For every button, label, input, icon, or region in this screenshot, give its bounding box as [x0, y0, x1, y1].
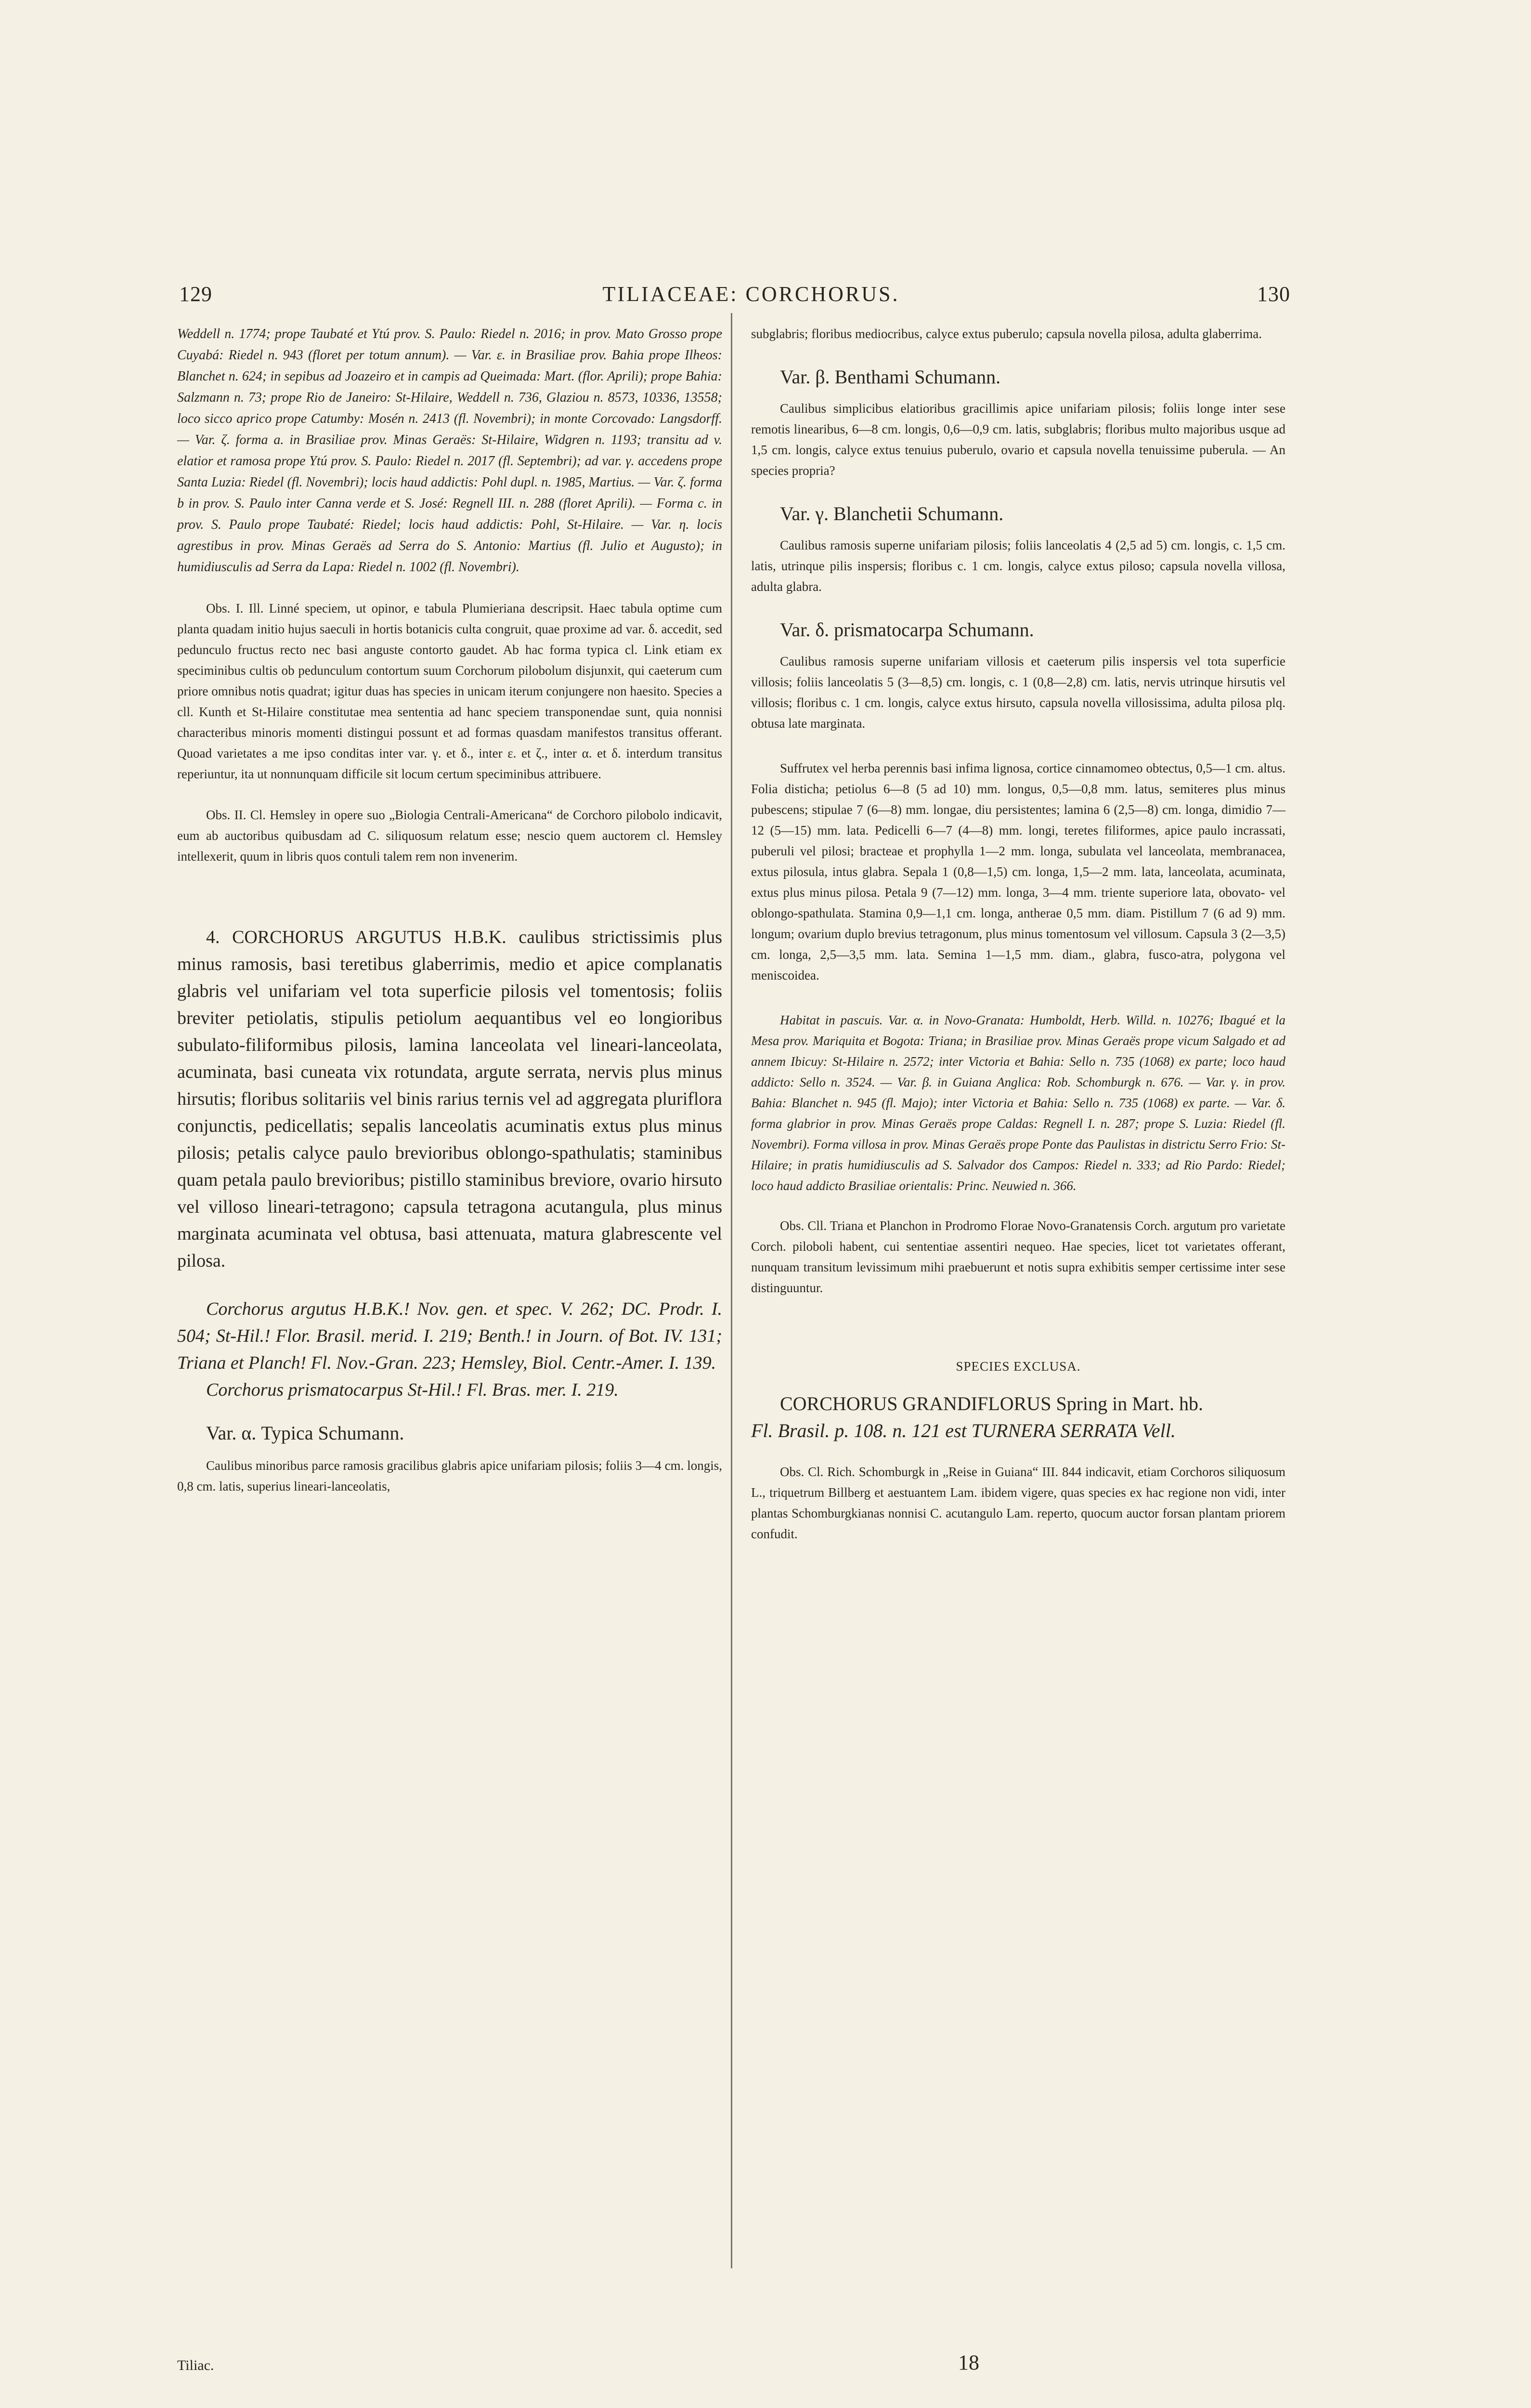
observation-1: Obs. I. Ill. Linné speciem, ut opinor, e tabula Plumieriana descripsit. Haec tabula optime cum planta quadam initio hujus saeculi in hortis botanicis culta congruit, quae proxime ad var. δ. accedit, sed pedunculo fructus recto nec basi anguste contorto gaudet. Ab hac forma typica cl. Link etiam ex speciminibus cultis ob pedunculum contortum suum Corchorum pilobolum disjunxit, qui caeterum cum priore omnibus notis quadrat; igitur duas has species in unicam iterum conjungere non haesito. Species a cll. Kunth et St-Hilaire constitutae mea sententia ad hanc speciem transponendae sunt, quia nonnisi characteribus minoris momenti distingui possunt et ad formas quasdam manifestos transitus offerant. Quoad varietates a me ipso conditas inter var. γ. et δ., inter ε. et ζ., inter α. et δ. interdum transitus reperiuntur, ita ut nonnunquam difficile sit locum certum speciminibus attribuere. — [177, 601, 722, 781]
variety-delta-heading: Var. δ. prismatocarpa Schumann. — [780, 619, 1034, 641]
running-title: TILIACEAE: CORCHORUS. — [602, 282, 900, 306]
page-number-right: 130 — [1257, 282, 1290, 306]
excluded-species-observation: Obs. Cl. Rich. Schomburgk in „Reise in Guiana“ III. 844 indicavit, etiam Corchoros siliquosum L., triquetrum Billberg et aestuantem Lam. ibidem vigere, quas species ex hac regione non vidi, inter plantas Schomburgkianas nonnisi C. acutangulo Lam. reperto, quocum auctor forsan plantam priorem confudit. — [751, 1465, 1285, 1541]
variety-alpha-heading: Var. α. Typica Schumann. — [206, 1422, 404, 1444]
observation-2: Obs. II. Cl. Hemsley in opere suo „Biologia Centrali-Americana“ de Corchoro pilobolo indicavit, eum ab auctoribus quibusdam ad C. siliquosum relatum esse; nescio quem auctorem cl. Hemsley intellexerit, quum in libris quos contuli talem rem non invenerim. — [177, 808, 722, 864]
excluded-species-heading: SPECIES EXCLUSA. — [956, 1359, 1081, 1374]
species-morphology: Suffrutex vel herba perennis basi infima lignosa, cortice cinnamomeo obtectus, 0,5—1 cm. altus. Folia disticha; petiolus 6—8 (5 ad 10) mm. longus, 0,5—0,8 mm. latus, semiteres plus minus pubescens; stipulae 7 (6—8) mm. longae, diu persistentes; lamina 6 (2,5—8) cm. longa, dimidio 7—12 (5—15) mm. lata. Pedicelli 6—7 (4—8) mm. longi, teretes filiformes, apice paulo incrassati, puberuli vel pilosi; bracteae et prophylla 1—2 mm. longa, subulata vel lanceolata, membranacea, extus pilosula, intus glabra. Sepala 1 (0,8—1,5) cm. longa, 1,5—2 mm. lata, lanceolata, acuminata, extus plus minus pilosa. Petala 9 (7—12) mm. longa, 3—4 mm. triente superiore lata, obovato- vel oblongo-spathulata. Stamina 0,9—1,1 cm. longa, antherae 0,5 mm. diam. Pistillum 7 (6 ad 9) mm. longum; ovarium duplo brevius tetragonum, plus minus tomentosum vel villosum. Capsula 3 (2—3,5) cm. longa, 2,5—3,5 mm. lata. Semina 1—1,5 mm. diam., glabra, fusco-atra, polygona vel meniscoidea. — [751, 761, 1285, 982]
signature-mark: Tiliac. — [177, 2357, 214, 2373]
variety-beta-text: Caulibus simplicibus elatioribus gracillimis apice unifariam pilosis; foliis longe inter sese remotis linearibus, 6—8 cm. longis, 0,6—0,9 cm. latis, subglabris; floribus multo majoribus usque ad 1,5 cm. longis, calyce extus tenuius puberulo, ovario et capsula novella tenuissime puberula. — An species propria? — [751, 401, 1285, 478]
variety-alpha-text: Caulibus minoribus parce ramosis gracilibus glabris apice unifariam pilosis; foliis 3—4 cm. longis, 0,8 cm. latis, superius lineari-lanceolatis, — [177, 1458, 722, 1493]
continuation-text: subglabris; floribus mediocribus, calyce extus puberulo; capsula novella pilosa, adulta glaberrima. — [751, 327, 1262, 341]
left-column — [177, 324, 722, 1497]
variety-gamma-text: Caulibus ramosis superne unifariam pilosis; foliis lanceolatis 4 (2,5 ad 5) cm. longis, c. 1,5 cm. latis, utrinque pilis inspersis; floribus c. 1 cm. longis, calyce extus piloso; capsula novella villosa, adulta glabra. — [751, 538, 1285, 594]
column-divider — [731, 313, 732, 2268]
right-column — [751, 324, 1285, 1544]
species-description — [177, 924, 722, 1274]
species-diagnosis: caulibus strictissimis plus minus ramosis, basi teretibus glaberrimis, medio et apice complanatis glabris vel unifariam vel tota superficie pilosis vel tomentosis; foliis breviter petiolatis, stipulis petiolum aequantibus vel eo longioribus subulato-filiformibus pilosis, lamina lanceolata vel lineari-lanceolata, acuminata, basi cuneata vix rotundata, argute serrata, nervis plus minus hirsutis; floribus solitariis vel binis rarius ternis vel ad aggregata pluriflora conjunctis, pedicellatis; sepalis lanceolatis acuminatis extus plus minus pilosis; petalis calyce paulo brevioribus oblongo-spathulatis; staminibus quam petala paulo brevioribus; pistillo staminibus breviore, ovario hirsuto vel villoso lineari-tetragono; capsula tetragona acutangula, plus minus marginata acuminata vel obtusa, basi attenuata, matura glabrescente vel pilosa. — [177, 927, 722, 1271]
species-heading: 4. CORCHORUS ARGUTUS H.B.K. — [206, 927, 506, 947]
page-number-left: 129 — [179, 282, 212, 306]
citations-top: Weddell n. 1774; prope Taubaté et Ytú prov. S. Paulo: Riedel n. 2016; in prov. Mato Grosso prope Cuyabá: Riedel n. 943 (floret per totum annum). — Var. ε. in Brasiliae prov. Bahia prope Ilheos: Blanchet n. 624; in sepibus ad Joazeiro et in campis ad Queimada: Mart. (flor. Aprili); prope Bahia: Salzmann n. 73; prope Rio de Janeiro: St-Hilaire, Weddell n. 736, Glaziou n. 8573, 10336, 13558; loco sicco aprico prope Catumby: Mosén n. 2413 (fl. Novembri); in monte Corcovado: Langsdorff. — Var. ζ. forma a. in Brasiliae prov. Minas Geraës: St-Hilaire, Widgren n. 1193; transitu ad v. elatior et ramosa prope Ytú prov. S. Paulo: Riedel n. 2017 (fl. Septembri); ad var. γ. accedens prope Santa Luzia: Riedel (fl. Novembri); locis haud addictis: Pohl dupl. n. 1985, Martius. — Var. ζ. forma b in prov. S. Paulo inter Canna verde et S. José: Regnell III. n. 288 (floret Aprili). — Forma c. in prov. S. Paulo prope Taubaté: Riedel; locis haud addictis: Pohl, St-Hilaire. — Var. η. locis agrestibus in prov. Minas Geraës ad Serra do S. Antonio: Martius (fl. Julio et Augusto); in humidiusculis ad Serra da Lapa: Riedel n. 1002 (fl. Novembri). — [177, 327, 722, 575]
synonyms: Corchorus argutus H.B.K.! Nov. gen. et spec. V. 262; DC. Prodr. I. 504; St-Hil.! Flor. Brasil. merid. I. 219; Benth.! in Journ. of Bot. IV. 131; Triana et Planch! Fl. Nov.-Gran. 223; Hemsley, Biol. Centr.-Amer. I. 139. — [177, 1299, 722, 1373]
observation: Obs. Cll. Triana et Planchon in Prodromo Florae Novo-Granatensis Corch. argutum pro varietate Corch. piloboli habent, cui sententiae assentiri nequeo. Hae species, licet tot varietates offerant, nunquam transitum levissimum mihi praebuerunt et notis supra exhibitis semper certissime inter sese distinguuntur. — [751, 1218, 1285, 1295]
variety-delta-text: Caulibus ramosis superne unifariam villosis et caeterum pilis inspersis vel tota superficie villosis; foliis lanceolatis 5 (3—8,5) cm. longis, c. 1 (0,8—2,8) cm. latis, nervis utrinque hirsutis vel villosis; floribus c. 1 cm. longis, calyce extus hirsuto, capsula novella villosissima, adulta pilosa plq. obtusa late marginata. — [751, 654, 1285, 731]
excluded-species-line-2: Fl. Brasil. p. 108. n. 121 est TURNERA SERRATA Vell. — [751, 1420, 1176, 1441]
variety-beta-heading: Var. β. Benthami Schumann. — [780, 366, 1001, 388]
signature-number: 18 — [958, 2351, 979, 2374]
excluded-species-line-1: CORCHORUS GRANDIFLORUS Spring in Mart. hb. — [780, 1393, 1203, 1414]
synonym-prismatocarpus: Corchorus prismatocarpus St-Hil.! Fl. Bras. mer. I. 219. — [206, 1380, 619, 1400]
variety-gamma-heading: Var. γ. Blanchetii Schumann. — [780, 503, 1004, 524]
habitat: Habitat in pascuis. Var. α. in Novo-Granata: Humboldt, Herb. Willd. n. 10276; Ibagué et la Mesa prov. Mariquita et Bogota: Triana; in Brasiliae prov. Minas Geraës prope vicum Salgado et ad annem Ibicuy: St-Hilaire n. 2572; inter Victoria et Bahia: Sello n. 735 (1068) ex parte; loco haud addicto: Sello n. 3524. — Var. β. in Guiana Anglica: Rob. Schomburgk n. 676. — Var. γ. in prov. Bahia: Blanchet n. 945 (fl. Majo); inter Victoria et Bahia: Sello n. 735 (1068) ex parte. — Var. δ. forma glabrior in prov. Minas Geraës prope Caldas: Regnell I. n. 287; prope S. Luzia: Riedel (fl. Novembri). Forma villosa in prov. Minas Geraës prope Ponte das Paulistas in districtu Serro Frio: St-Hilaire; in pratis humidiusculis ad S. Salvador dos Campos: Riedel n. 333; ad Rio Pardo: Riedel; loco haud addicto Brasiliae orientalis: Princ. Neuwied n. 366. — [751, 1013, 1285, 1193]
